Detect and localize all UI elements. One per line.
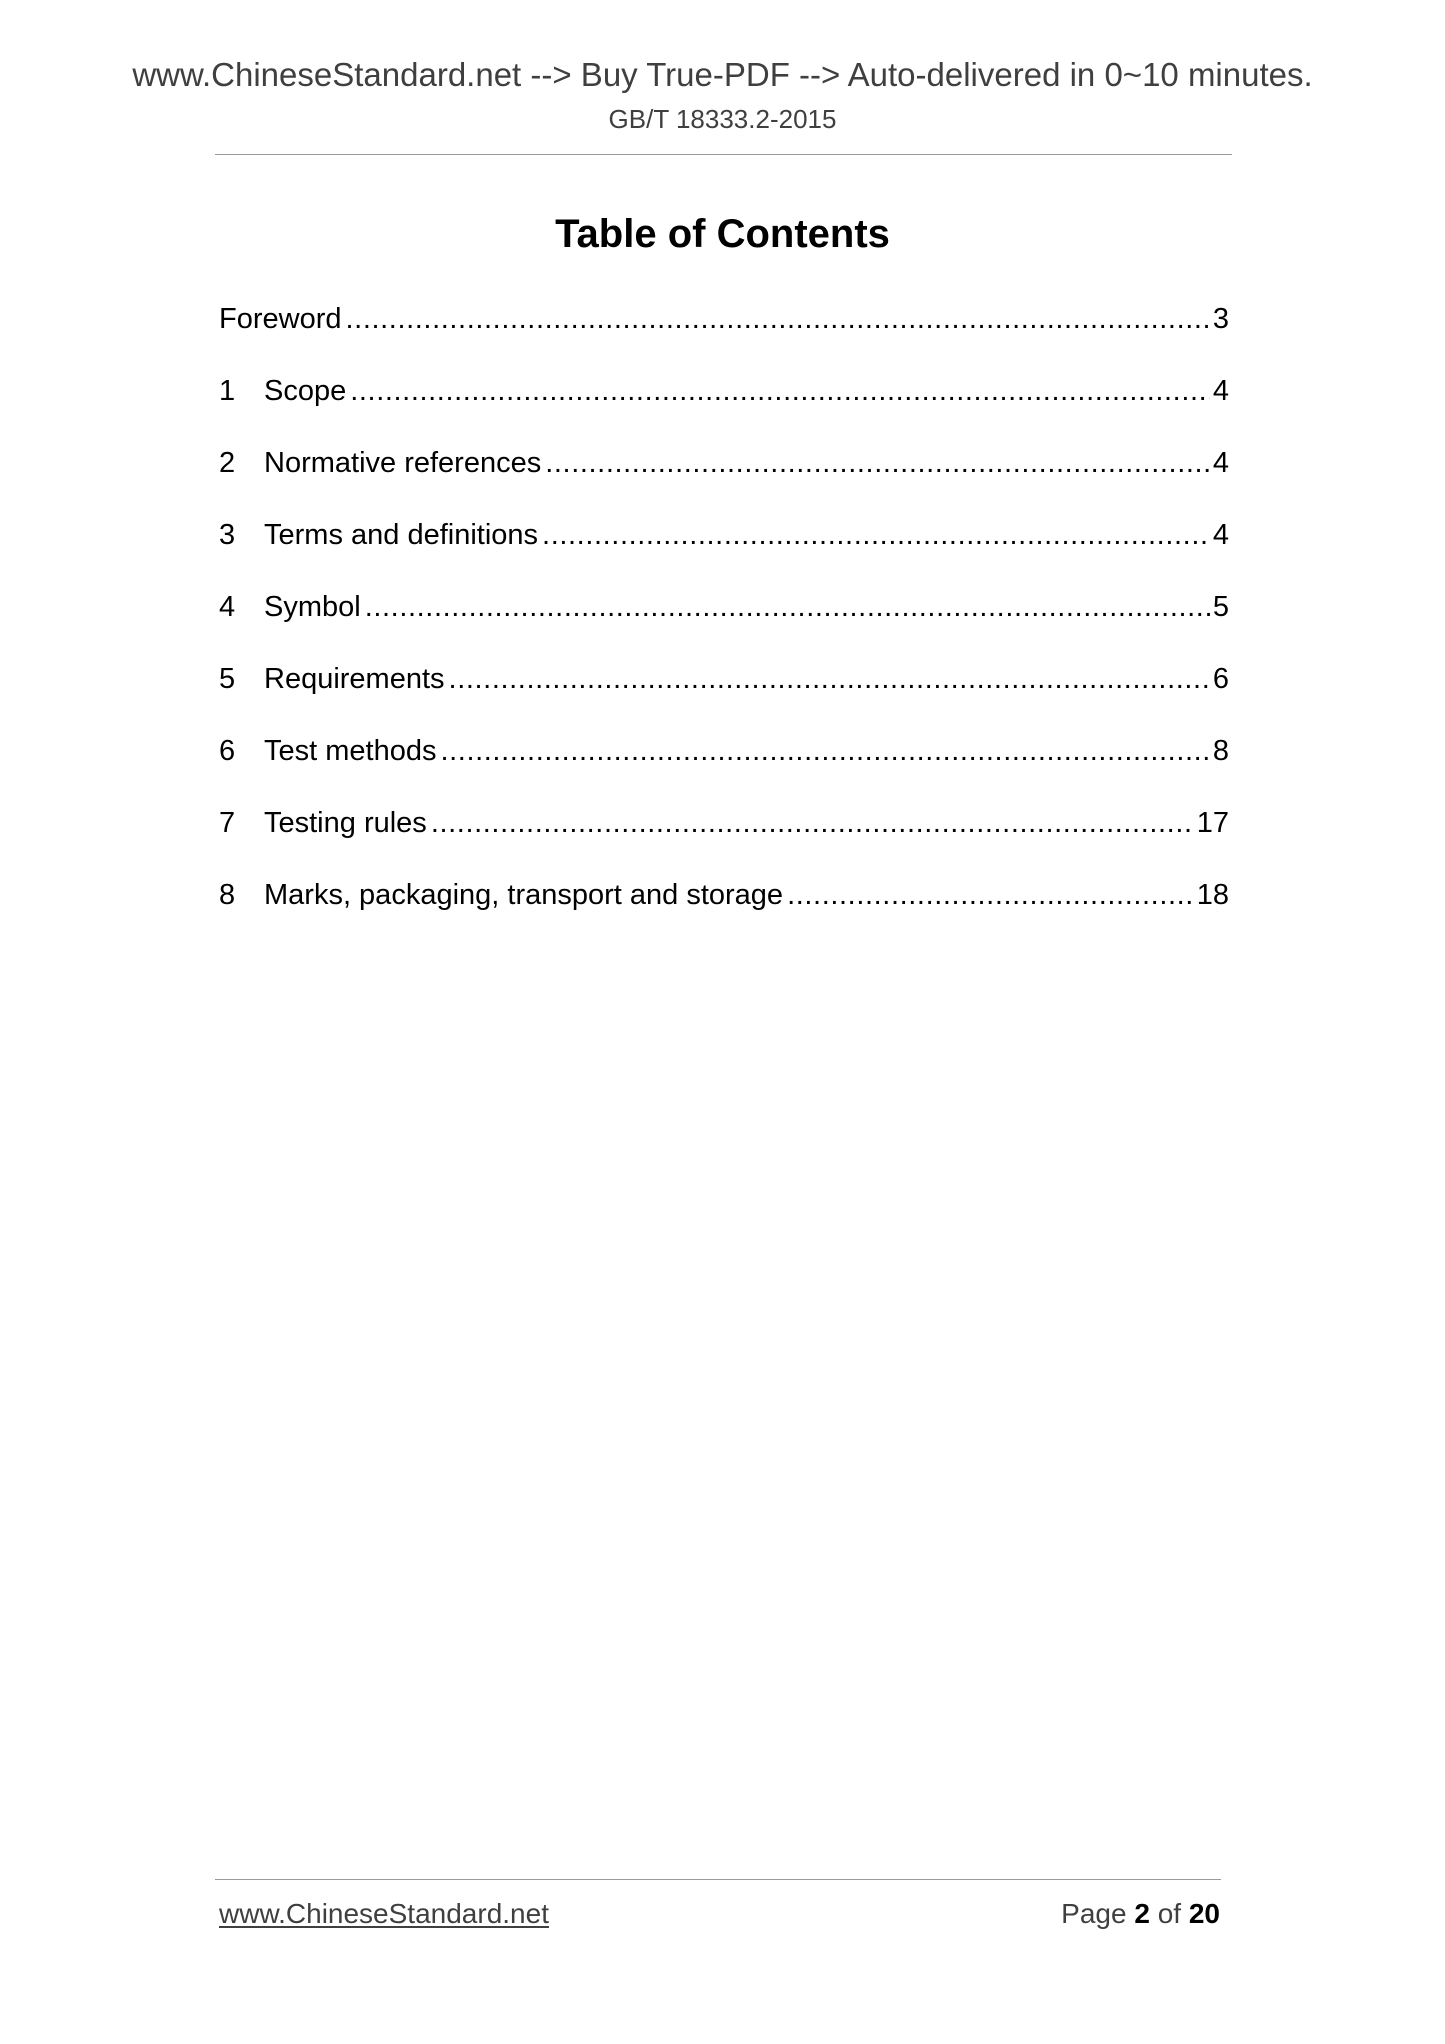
toc-entry-number: 3 xyxy=(219,519,236,551)
toc-entry-terms-and-definitions[interactable] xyxy=(219,513,1229,585)
toc-entry-label: Requirements xyxy=(264,663,445,695)
toc-entry-page: 3 xyxy=(1212,303,1229,335)
toc-entry-page: 4 xyxy=(1212,447,1229,479)
toc-entry-label: Symbol xyxy=(264,591,361,623)
toc-entry-requirements[interactable] xyxy=(219,657,1229,729)
page-of: of xyxy=(1157,1898,1182,1929)
toc-leader-dots xyxy=(350,369,1210,413)
toc-entry-page: 4 xyxy=(1212,375,1229,407)
page-number xyxy=(1061,1898,1220,1930)
toc-entry-scope[interactable] xyxy=(219,369,1229,441)
toc-entry-page: 17 xyxy=(1196,807,1229,839)
toc-list xyxy=(219,297,1229,945)
toc-entry-label: Scope xyxy=(264,375,347,407)
toc-entry-label: Marks, packaging, transport and storage xyxy=(264,879,784,911)
toc-entry-label: Foreword xyxy=(219,303,342,335)
toc-entry-label: Testing rules xyxy=(264,807,427,839)
standard-code: GB/T 18333.2-2015 xyxy=(608,104,837,134)
toc-leader-dots xyxy=(346,297,1210,341)
toc-leader-dots xyxy=(440,729,1209,773)
toc-entry-testing-rules[interactable] xyxy=(219,801,1229,873)
toc-title: Table of Contents xyxy=(555,212,890,256)
footer-divider xyxy=(215,1879,1221,1880)
toc-leader-dots xyxy=(787,873,1194,917)
toc-entry-symbol[interactable] xyxy=(219,585,1229,657)
toc-entry-number: 2 xyxy=(219,447,236,479)
toc-entry-number: 1 xyxy=(219,375,236,407)
header-banner: www.ChineseStandard.net --> Buy True-PDF --> Auto-delivered in 0~10 minutes. xyxy=(132,56,1313,93)
header-divider xyxy=(215,154,1232,155)
page-prefix: Page xyxy=(1061,1898,1127,1929)
toc-entry-label: Test methods xyxy=(264,735,437,767)
toc-entry-label: Terms and definitions xyxy=(264,519,539,551)
toc-entry-page: 5 xyxy=(1212,591,1229,623)
toc-entry-page: 8 xyxy=(1212,735,1229,767)
toc-leader-dots xyxy=(449,657,1210,701)
toc-entry-number: 5 xyxy=(219,663,236,695)
toc-leader-dots xyxy=(365,585,1210,629)
toc-entry-marks-packaging[interactable] xyxy=(219,873,1229,945)
toc-leader-dots xyxy=(545,441,1210,485)
toc-entry-number: 7 xyxy=(219,807,236,839)
toc-entry-test-methods[interactable] xyxy=(219,729,1229,801)
toc-entry-label: Normative references xyxy=(264,447,542,479)
toc-entry-page: 18 xyxy=(1196,879,1229,911)
toc-leader-dots xyxy=(542,513,1210,557)
toc-entry-foreword[interactable] xyxy=(219,297,1229,369)
footer-website-link[interactable]: www.ChineseStandard.net xyxy=(219,1898,549,1929)
page-total: 20 xyxy=(1188,1898,1220,1929)
toc-entry-number: 6 xyxy=(219,735,236,767)
toc-entry-page: 6 xyxy=(1212,663,1229,695)
toc-entry-number: 4 xyxy=(219,591,236,623)
toc-entry-page: 4 xyxy=(1212,519,1229,551)
page-current: 2 xyxy=(1134,1898,1150,1929)
toc-entry-normative-references[interactable] xyxy=(219,441,1229,513)
toc-entry-number: 8 xyxy=(219,879,236,911)
toc-leader-dots xyxy=(431,801,1194,845)
